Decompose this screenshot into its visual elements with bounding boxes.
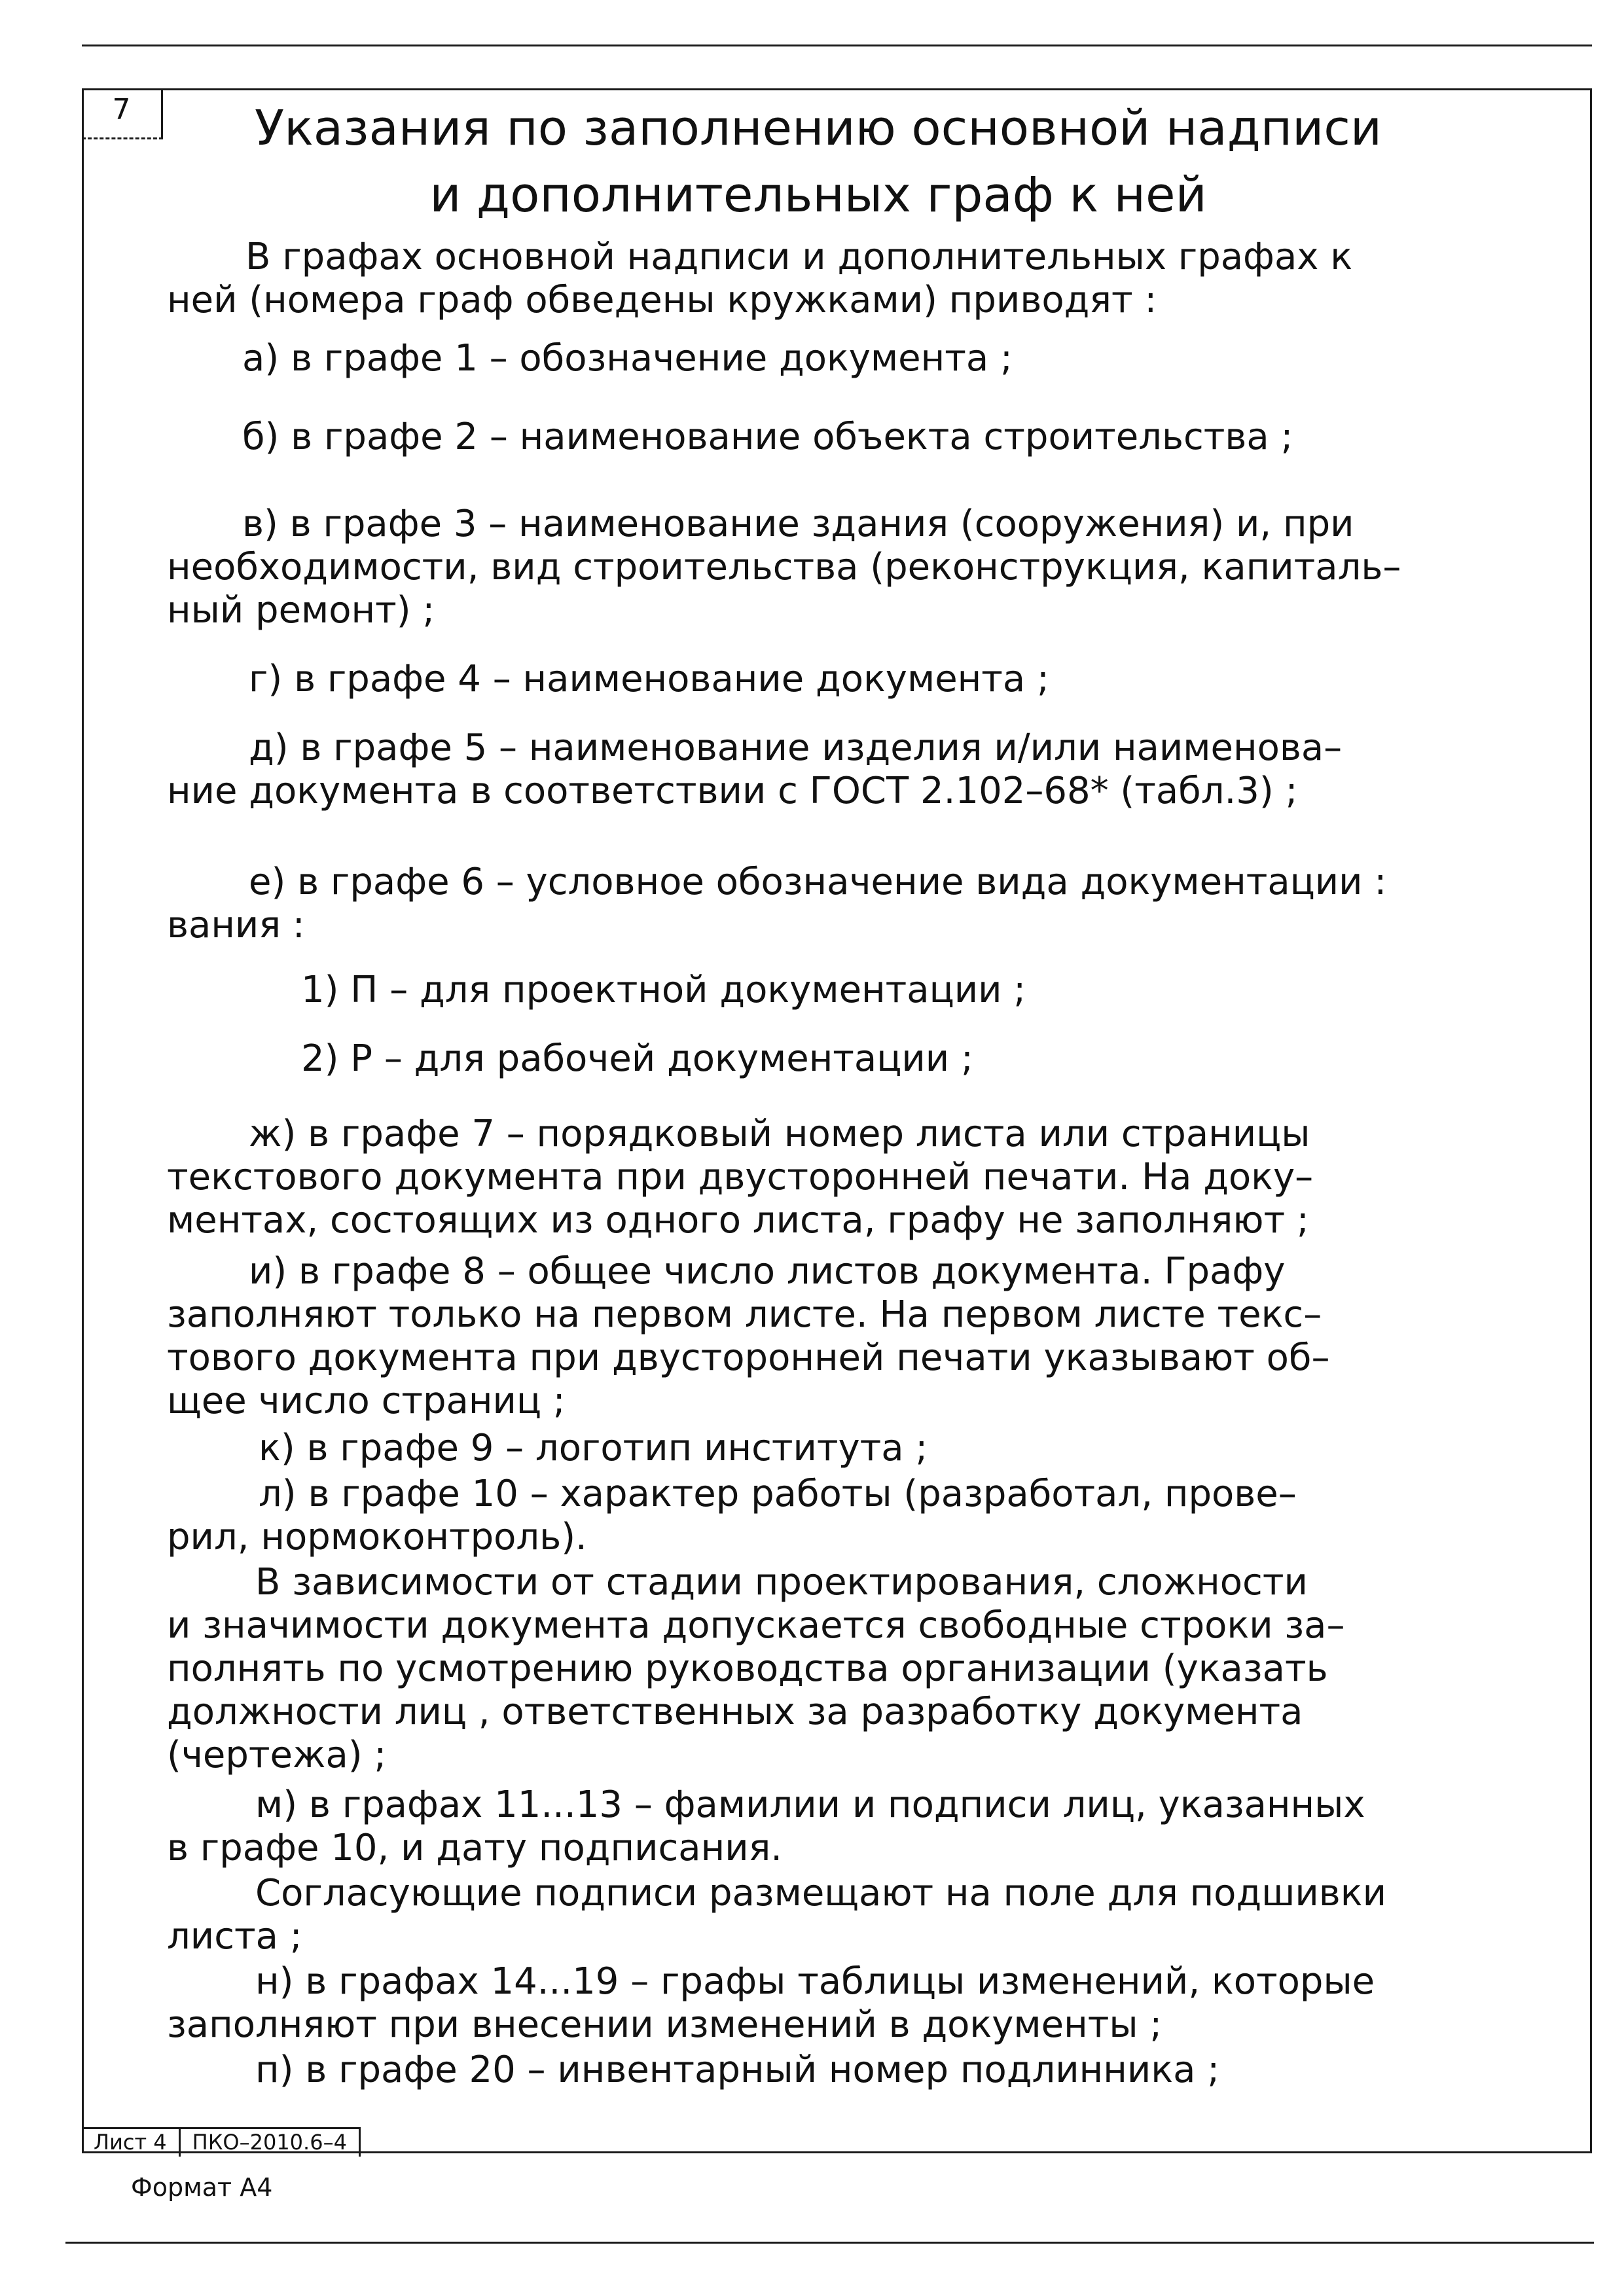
item-e-2: 2) Р – для рабочей документации ; bbox=[301, 1037, 973, 1080]
item-e-1: 1) П – для проектной документации ; bbox=[301, 969, 1026, 1011]
item-n: н) в графах 14...19 – графы таблицы изменений, которые заполняют при внесении изменений в документы ; bbox=[167, 1960, 1375, 2046]
item-e: е) в графе 6 – условное обозначение вида документации : вания : bbox=[167, 861, 1387, 946]
item-k: к) в графе 9 – логотип института ; bbox=[259, 1427, 928, 1469]
approval-paragraph: Согласующие подписи размещают на поле для подшивки листа ; bbox=[167, 1872, 1387, 1958]
item-d: д) в графе 5 – наименование изделия и/или наименова– ние документа в соответствии с ГОСТ 2.102–68* (табл.3) ; bbox=[167, 726, 1343, 812]
note-paragraph: В зависимости от стадии проектирования, сложности и значимости документа допускается свободные строки за– полнять по усмотрению руководства организации (указать должности лиц , ответственных за разработку документа (чертежа) ; bbox=[167, 1561, 1345, 1776]
item-l: л) в графе 10 – характер работы (разработал, прове– рил, нормоконтроль). bbox=[167, 1473, 1297, 1558]
bottom-rule bbox=[65, 2242, 1594, 2244]
item-p: п) в графе 20 – инвентарный номер подлинника ; bbox=[255, 2049, 1220, 2091]
item-zh: ж) в графе 7 – порядковый номер листа или страницы текстового документа при двусторонней печати. На доку– ментах, состоящих из одного листа, графу не заполняют ; bbox=[167, 1113, 1314, 1242]
page-title: Указания по заполнению основной надписи и дополнительных граф к ней bbox=[254, 100, 1382, 223]
sheet-number: 7 bbox=[82, 88, 163, 139]
item-b: б) в графе 2 – наименование объекта строительства ; bbox=[242, 416, 1293, 458]
format-label: Формат А4 bbox=[131, 2173, 273, 2202]
item-v: в) в графе 3 – наименование здания (сооружения) и, при необходимости, вид строительства (реконструкция, капиталь– ный ремонт) ; bbox=[167, 503, 1401, 632]
stamp-code: ПКО–2010.6–4 bbox=[179, 2129, 359, 2157]
item-a: а) в графе 1 – обозначение документа ; bbox=[242, 337, 1013, 380]
stamp-sheet-label: Лист 4 bbox=[94, 2130, 167, 2155]
top-rule bbox=[82, 45, 1592, 46]
item-i: и) в графе 8 – общее число листов документа. Графу заполняют только на первом листе. На первом листе текс– тового документа при двусторонней печати указывают об– щее число страниц ; bbox=[167, 1250, 1330, 1422]
item-g: г) в графе 4 – наименование документа ; bbox=[249, 658, 1049, 700]
intro-paragraph: В графах основной надписи и дополнительных графах к ней (номера граф обведены кружками) приводят : bbox=[167, 236, 1353, 321]
item-m: м) в графах 11...13 – фамилии и подписи лиц, указанных в графе 10, и дату подписания. bbox=[167, 1784, 1365, 1869]
sheet-stamp bbox=[82, 2127, 361, 2157]
